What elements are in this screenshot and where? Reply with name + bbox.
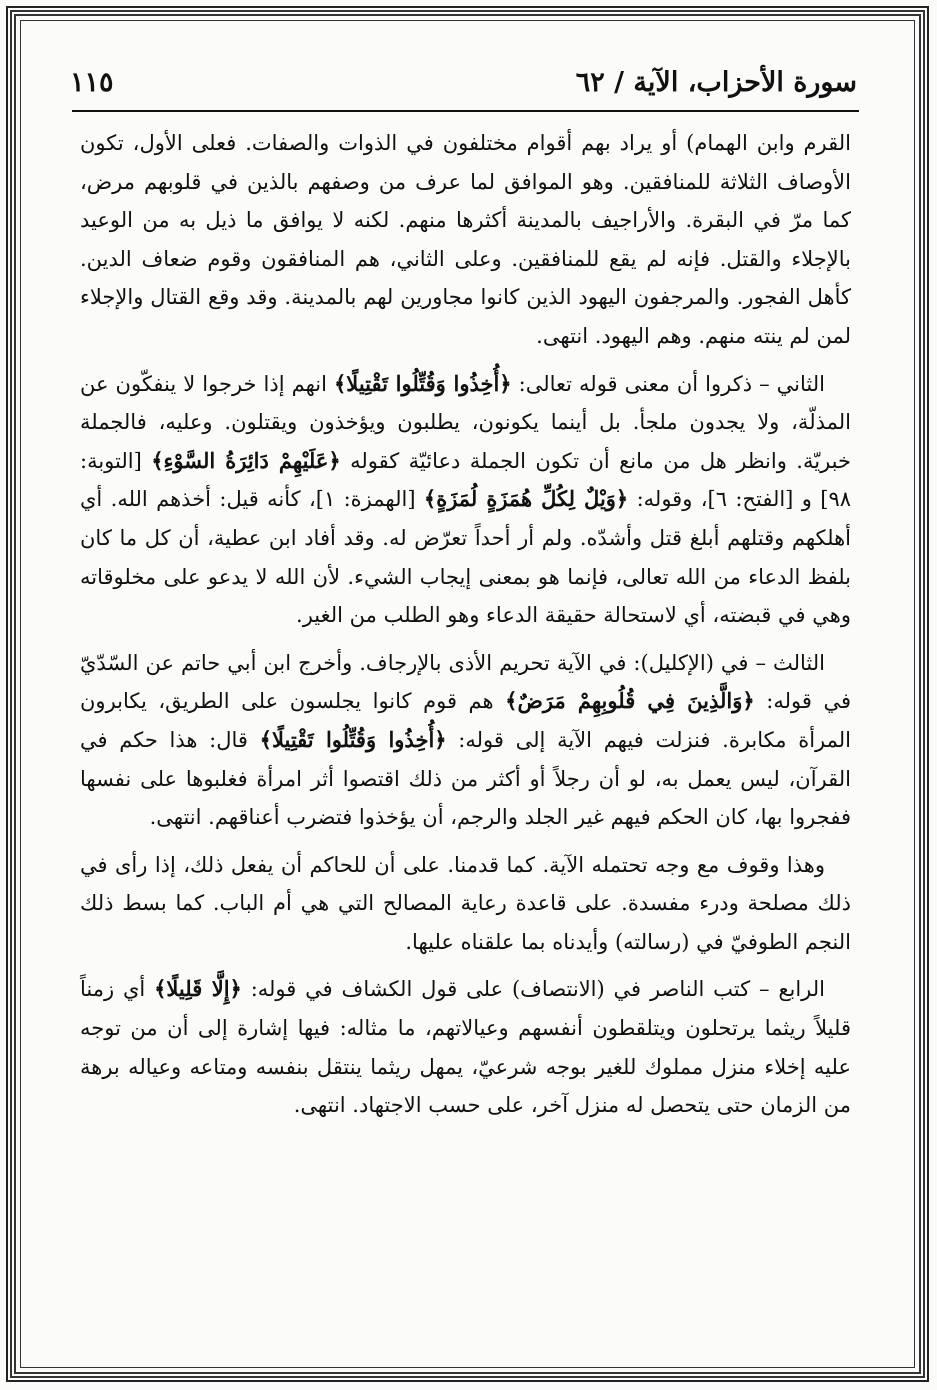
paragraph <box>80 644 851 837</box>
text-run: وهذا وقوف مع وجه تحتمله الآية. كما قدمنا. على أن للحاكم أن يفعل ذلك، إذا رأى في ذلك مصلحة ودرء مفسدة. على قاعدة رعاية المصالح التي هي أم الباب. كما بسط ذلك النجم الطوفيّ في (رسالته) وأيدناه بما علقناه عليها. <box>80 852 851 954</box>
text-run: الثاني – ذكروا أن معنى قوله تعالى: <box>511 371 825 396</box>
text-run: انهم إذا خرجوا لا ينفكّون عن المذلّة، ولا يجدون ملجأ. بل أينما يكونون، يطلبون ويؤخذون ويقتلون. وعليه، فالجملة خبريّة. وانظر هل من مانع أن تكون الجملة دعائيّة كقوله <box>80 371 851 473</box>
text-run: هم قوم كانوا يجلسون على الطريق، يكابرون المرأة مكابرة. فنزلت فيهم الآية إلى قوله: <box>80 689 851 752</box>
quran-quote: ﴿عَلَيْهِمْ دَائِرَةُ السَّوْءِ﴾ <box>151 447 341 473</box>
text-run: أي زمناً قليلاً ريثما يرتحلون ويتلقطون أنفسهم وعيالاتهم، ما مثاله: فيها إشارة إلى أن من توجه عليه إخلاء منزل مملوك للغير بوجه شرعيّ، يمهل ريثما ينتقل بنفسه ومتاعه وعياله برهة من الزمان حتى يتحصل له منزل آخر، على حسب الاجتهاد. انتهى. <box>80 977 851 1118</box>
page-body <box>80 124 851 1300</box>
quran-quote: ﴿وَيْلٌ لِكُلِّ هُمَزَةٍ لُمَزَةٍ﴾ <box>423 486 629 512</box>
quran-quote: ﴿أُخِذُوا وَقُتِّلُوا تَقْتِيلًا﴾ <box>259 726 447 752</box>
quran-quote: ﴿أُخِذُوا وَقُتِّلُوا تَقْتِيلًا﴾ <box>334 370 512 396</box>
text-run: [الهمزة: ١]، كأنه قيل: أخذهم الله. أي أهلكهم وقتلهم أبلغ قتل وأشدّه. ولم أر أحداً تعرّض له. وقد أفاد ابن عطية، أن كل ما كان بلفظ الدعاء من الله تعالى، فإنما هو بمعنى إيجاب الشيء. لأن الله لا يدعو على مخلوقاته وهي في قبضته، أي لاستحالة حقيقة الدعاء وهو الطلب من الغير. <box>80 487 851 628</box>
text-run: قال: هذا حكم في القرآن، ليس يعمل به، لو أن رجلاً أو أكثر من ذلك اقتصوا أثر امرأة فغلبوها على نفسها ففجروا بها، كان الحكم فيهم غير الجلد والرجم، أن يؤخذوا فتضرب أعناقهم. انتهى. <box>80 727 851 830</box>
page-number: ١١٥ <box>70 66 114 98</box>
text-run: القرم وابن الهمام) أو يراد بهم أقوام مختلفون في الذوات والصفات. فعلى الأول، تكون الأوصاف الثلاثة للمنافقين. وهو الموافق لما عرف من وصفهم بالذين في قلوبهم مرض، كما مرّ في البقرة. والأراجيف بالمدينة أكثرها منهم. لكنه لا يوافق ما ذيل به من الوعيد بالإجلاء والقتل. فإنه لم يقع للمنافقين. وعلى الثاني، هم المنافقون وقوم ضعاف الدين. كأهل الفجور. والمرجفون اليهود الذين كانوا مجاورين لهم بالمدينة. وقد وقع القتال والإجلاء لمن لم ينته منهم. وهم اليهود. انتهى. <box>80 131 852 348</box>
text-run: الرابع – كتب الناصر في (الانتصاف) على قول الكشاف في قوله: <box>241 977 825 1002</box>
chapter-title: سورة الأحزاب، الآية / ٦٢ <box>575 66 857 98</box>
quran-quote: ﴿وَالَّذِينَ فِي قُلُوبِهِمْ مَرَضٌ﴾ <box>505 688 755 714</box>
page-header <box>70 62 857 102</box>
paragraph <box>80 846 851 962</box>
header-rule <box>72 110 859 112</box>
paragraph <box>80 124 851 356</box>
quran-quote: ﴿إِلَّا قَلِيلًا﴾ <box>154 976 242 1002</box>
paragraph <box>80 365 851 635</box>
paragraph <box>80 970 851 1124</box>
text-run: [التوبة: ٩٨] و [الفتح: ٦]، وقوله: <box>80 448 851 512</box>
text-run: الثالث – في (الإكليل): في الآية تحريم الأذى بالإرجاف. وأخرج ابن أبي حاتم عن السّدّيّ في قوله: <box>80 650 852 714</box>
